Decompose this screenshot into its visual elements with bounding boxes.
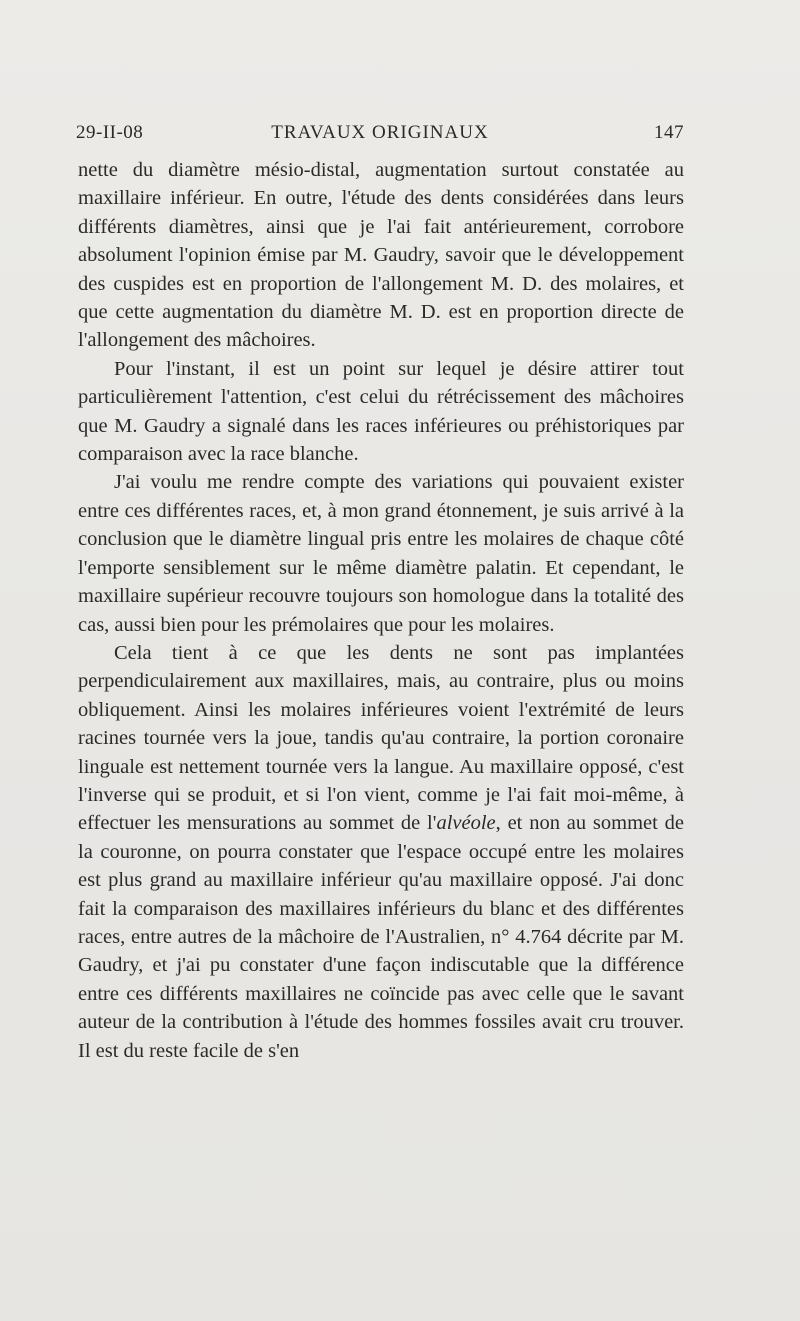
header-date: 29-II-08	[76, 122, 144, 143]
paragraph-3: J'ai voulu me rendre compte des variations qui pouvaient exister entre ces différentes races, et, à mon grand étonnement, je suis arrivé à la conclusion que le diamètre lingual pris entre les molaires de chaque côté l'emporte sensiblement sur le même diamètre palatin. Et cependant, le maxillaire supérieur recouvre toujours son homologue dans la totalité des cas, aussi bien pour les prémolaires que pour les molaires.	[78, 471, 684, 636]
running-header	[76, 122, 684, 152]
paragraph-4-part-2: , et non au sommet de la couronne, on pourra constater que l'espace occupé entre les molaires est plus grand au maxillaire inférieur qu'au maxillaire opposé. J'ai donc fait la comparaison des maxillaires inférieurs du blanc et des différentes races, entre autres de la mâchoire de l'Australien, n° 4.764 décrite par M. Gaudry, et j'ai pu constater d'une façon indiscutable que la différence entre ces différents maxillaires ne coïncide pas avec celle que le savant auteur de la contribution à l'étude des hommes fossiles avait cru trouver. Il est du reste facile de s'en	[78, 812, 684, 1062]
body-text	[78, 156, 684, 1065]
header-title: TRAVAUX ORIGINAUX	[271, 122, 489, 143]
paragraph-2: Pour l'instant, il est un point sur lequel je désire attirer tout particulièrement l'attention, c'est celui du rétrécissement des mâchoires que M. Gaudry a signalé dans les races inférieures ou préhistoriques par comparaison avec la race blanche.	[78, 357, 684, 466]
italic-term-alveole: alvéole	[436, 812, 496, 835]
page-number: 147	[654, 122, 684, 143]
paragraph-4	[78, 639, 684, 1065]
paragraph-4-part-1: Cela tient à ce que les dents ne sont pas implantées perpendiculairement aux maxillaires, mais, au contraire, plus ou moins obliquement. Ainsi les molaires inférieures voient l'extrémité de leurs racines tournée vers la joue, tandis qu'au contraire, la portion coronaire linguale est nettement tournée vers la langue. Au maxillaire opposé, c'est l'inverse qui se produit, et si l'on vient, comme je l'ai fait moi-même, à effectuer les mensurations au sommet de l'	[78, 641, 684, 835]
paragraph-1: nette du diamètre mésio-distal, augmentation surtout constatée au maxillaire inférieur. En outre, l'étude des dents considérées dans leurs différents diamètres, ainsi que je l'ai fait antérieurement, corrobore absolument l'opinion émise par M. Gaudry, savoir que le développement des cuspides est en proportion de l'allongement M. D. des molaires, et que cette augmentation du diamètre M. D. est en proportion directe de l'allongement des mâchoires.	[78, 159, 684, 352]
